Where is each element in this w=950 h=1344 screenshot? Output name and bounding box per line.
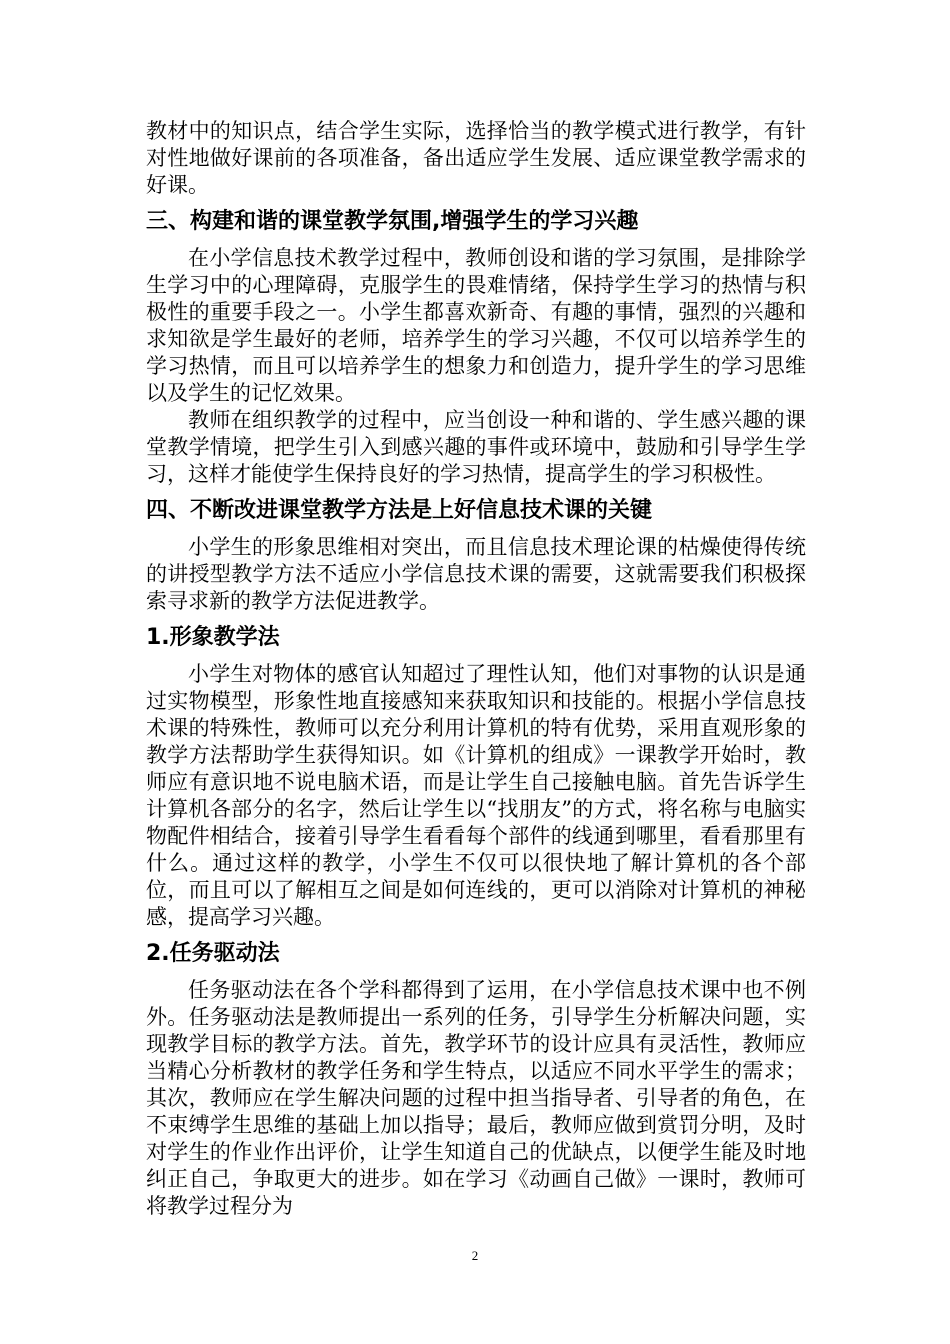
page-number: 2 xyxy=(471,1248,479,1263)
paragraph-harmony-atmosphere: 在小学信息技术教学过程中，教师创设和谐的学习氛围，是排除学生学习中的心理障碍，克服学生的畏难情绪，保持学生学习的热情与积极性的重要手段之一。小学生都喜欢新奇、有趣的事情，强烈的兴趣和求知欲是学生最好的老师，培养学生的学习兴趣，不仅可以培养学生的学习热情，而且可以培养学生的想象力和创造力，提升学生的学习思维以及学生的记忆效果。 xyxy=(146,246,806,405)
paragraph-teaching-methods: 小学生的形象思维相对突出，而且信息技术理论课的枯燥使得传统的讲授型教学方法不适应小学信息技术课的需要，这就需要我们积极探索寻求新的教学方法促进教学。 xyxy=(146,535,806,613)
section-heading-4: 四、不断改进课堂教学方法是上好信息技术课的关键 xyxy=(146,498,653,523)
paragraph-visual-teaching: 小学生对物体的感官认知超过了理性认知，他们对事物的认识是通过实物模型，形象性地直接感知来获取知识和技能的。根据小学信息技术课的特殊性，教师可以充分利用计算机的特有优势，采用直观形象的教学方法帮助学生获得知识。如《计算机的组成》一课教学开始时，教师应有意识地不说电脑术语，而是让学生自己接触电脑。首先告诉学生计算机各部分的名字，然后让学生以“找朋友”的方式，将名称与电脑实物配件相结合，接着引导学生看看每个部件的线通到哪里，看看那里有什么。通过这样的教学，小学生不仅可以很快地了解计算机的各个部位，而且可以了解相互之间是如何连线的，更可以消除对计算机的神秘感，提高学习兴趣。 xyxy=(146,662,806,929)
subheading-task-driven: 2.任务驱动法 xyxy=(146,941,280,966)
paragraph-teaching-situation: 教师在组织教学的过程中，应当创设一种和谐的、学生感兴趣的课堂教学情境，把学生引入到感兴趣的事件或环境中，鼓励和引导学生学习，这样才能使学生保持良好的学习热情，提高学生的学习积极性。 xyxy=(146,408,806,486)
paragraph-task-driven: 任务驱动法在各个学科都得到了运用，在小学信息技术课中也不例外。任务驱动法是教师提出一系列的任务，引导学生分析解决问题，实现教学目标的教学方法。首先，教学环节的设计应具有灵活性，教师应当精心分析教材的教学任务和学生特点，以适应不同水平学生的需求；其次，教师应在学生解决问题的过程中担当指导者、引导者的角色，在不束缚学生思维的基础上加以指导；最后，教师应做到赏罚分明，及时对学生的作业作出评价，让学生知道自己的优缺点，以便学生能及时地纠正自己，争取更大的进步。如在学习《动画自己做》一课时，教师可将教学过程分为 xyxy=(146,978,806,1218)
subheading-visual-teaching: 1.形象教学法 xyxy=(146,625,280,650)
document-page xyxy=(146,118,806,1220)
paragraph-continuation: 教材中的知识点，结合学生实际，选择恰当的教学模式进行教学，有针对性地做好课前的各项准备，备出适应学生发展、适应课堂教学需求的好课。 xyxy=(146,119,806,197)
section-heading-3: 三、构建和谐的课堂教学氛围,增强学生的学习兴趣 xyxy=(146,209,639,234)
